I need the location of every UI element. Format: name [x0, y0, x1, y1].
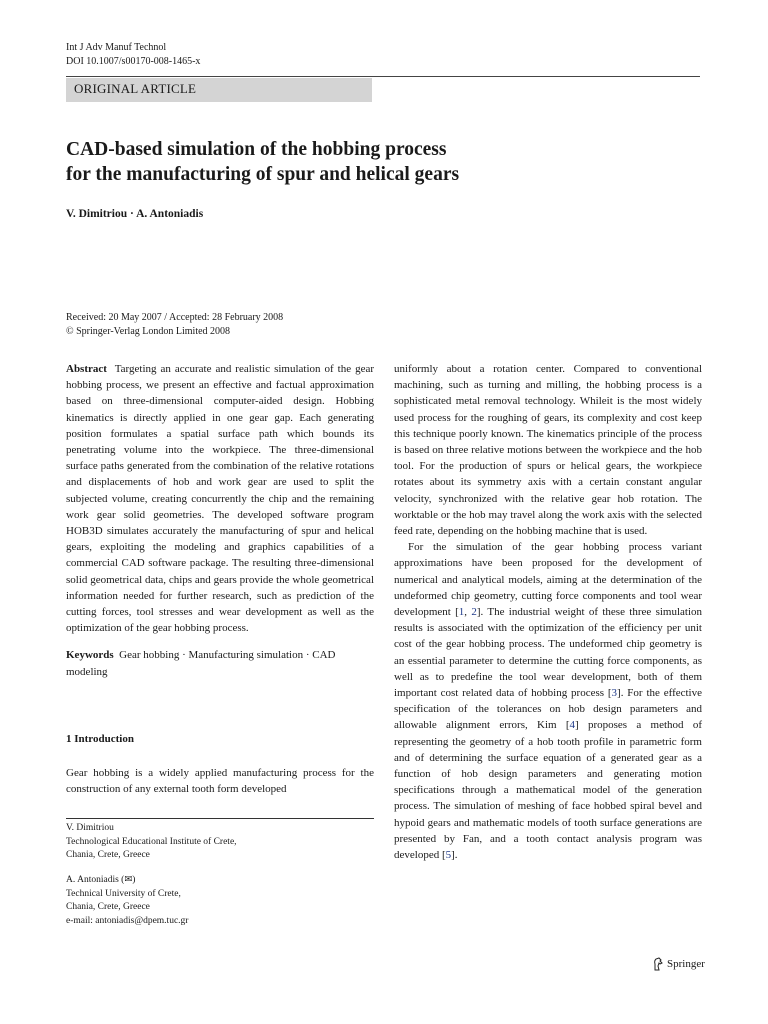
paragraph-2: [394, 539, 702, 863]
affiliation-place: Chania, Crete, Greece: [66, 850, 150, 861]
header-rule: [66, 76, 700, 77]
paper-title: [66, 137, 686, 187]
keywords-text: Gear hobbing · Manufacturing simulation · CAD modeling: [66, 649, 336, 678]
keywords: [66, 647, 374, 679]
affiliation-place: Chania, Crete, Greece: [66, 902, 150, 913]
paragraph-1: uniformly about a rotation center. Compared to conventional machining, such as turning and milling, the hobbing process is a sophisticated metal removal technology. Whileit is the most widely used process for the roughing of gears, its complexity and cost keep this technique poorly known. The kinematics principle of the process is based on three relative motions between the workpiece and the hob tool. For the production of spurs or helical gears, the workpiece rotates about its symmetry axis with a certain constant angular velocity, synchronized with the relative gear hob rotation. The worktable or the hob may travel along the work axis with the selected feed rate, depending on the hobbing machine that is used.: [394, 363, 702, 538]
citation-link[interactable]: 1: [458, 606, 465, 619]
affiliation-org: Technical University of Crete,: [66, 888, 181, 899]
journal-info: [66, 41, 200, 69]
text-segment: ].: [451, 849, 458, 862]
text-segment: For the simulation of the gear hobbing process variant approximations have been proposed for the development of numerical and analytical models, aiming at the determination of the undeformed chip geometry, cutting force components and tool wear development [: [394, 541, 702, 619]
left-column: [66, 361, 374, 680]
affiliation-1: [66, 822, 237, 863]
abstract: [66, 361, 374, 636]
affiliation-name: A. Antoniadis (✉): [66, 875, 136, 885]
abstract-text: Targeting an accurate and realistic simulation of the gear hobbing process, we present an effective and factual approximation based on three-dimensional computer-aided design. Hobbing kinematics is directly applied in one gear gap. Each generating position formulates a spatial surface path which bounds its penetrating volume into the workpiece. The three-dimensional surface paths generated from the combination of the relative rotations and displacements of hob and work gear are used to split the subjected volume, creating concurrently the chip and the remaining work gear solid geometries. The developed software program HOB3D simulates accurately the manufacturing of spur and helical gears, exploiting the modeling and graphics capabilities of a commercial CAD software package. The resulting three-dimensional solid geometrical data, chips and gears provide the whole geometrical information needed for further research, such as prediction of the cutting forces, tool stresses and wear development as well as the optimization of the gear hobbing process.: [66, 363, 374, 635]
affiliation-org: Technological Educational Institute of Crete,: [66, 836, 237, 847]
footnote-rule: [66, 818, 374, 819]
publisher-name: Springer: [667, 958, 705, 970]
dates: [66, 311, 283, 339]
publisher-logo: [652, 957, 705, 971]
affiliation-2: [66, 874, 188, 928]
text-segment: ]. For the effective specification of the tolerances on hob design parameters and allowable alignment errors, Kim [: [394, 687, 702, 732]
springer-horse-icon: [652, 957, 664, 971]
text-segment: ]. The industrial weight of these three simulation results is associated with the optimization of the efficiency per unit cost of the gear hobbing process. The undeformed chip geometry is an essential parameter to determine the cutting force components, as well as to predefine the tool wear development, both of them important cost related data of hobbing process [: [394, 606, 703, 700]
title-line-1: CAD-based simulation of the hobbing process: [66, 139, 447, 160]
keywords-label: Keywords: [66, 649, 114, 662]
affiliation-name: V. Dimitriou: [66, 823, 114, 833]
citation-link[interactable]: 2: [471, 606, 477, 619]
copyright: © Springer-Verlag London Limited 2008: [66, 326, 231, 337]
affiliation-email[interactable]: e-mail: antoniadis@dpem.tuc.gr: [66, 915, 189, 926]
text-segment: ,: [464, 606, 472, 619]
intro-paragraph: Gear hobbing is a widely applied manufacturing process for the construction of any external tooth form developed: [66, 767, 374, 796]
intro-text-block: [66, 765, 374, 797]
right-column: [394, 361, 702, 863]
abstract-label: Abstract: [66, 363, 107, 375]
journal-name: Int J Adv Manuf Technol: [66, 42, 167, 53]
text-segment: ] proposes a method of representing the geometry of a hob tooth profile in parametric form and of determining the surface equation of a generated gear as a function of hob design parameters and generating motion specifications through a mathematical model of the generation process. The simulation of meshing of face hobbed spiral bevel and hypoid gears and mathematic models of tooth surface generations are presented by Fan, and a tooth contact analysis program was developed [: [394, 719, 702, 862]
doi: DOI 10.1007/s00170-008-1465-x: [66, 56, 201, 67]
title-line-2: for the manufacturing of spur and helical gears: [66, 164, 460, 185]
article-type-banner: ORIGINAL ARTICLE: [66, 78, 372, 102]
citation-link[interactable]: 5: [445, 849, 452, 862]
citation-link[interactable]: 3: [611, 687, 618, 700]
received-accepted: Received: 20 May 2007 / Accepted: 28 February 2008: [66, 312, 284, 323]
citation-link[interactable]: 4: [569, 719, 576, 732]
section-heading-introduction: 1 Introduction: [66, 733, 134, 745]
authors: V. Dimitriou · A. Antoniadis: [66, 208, 204, 220]
